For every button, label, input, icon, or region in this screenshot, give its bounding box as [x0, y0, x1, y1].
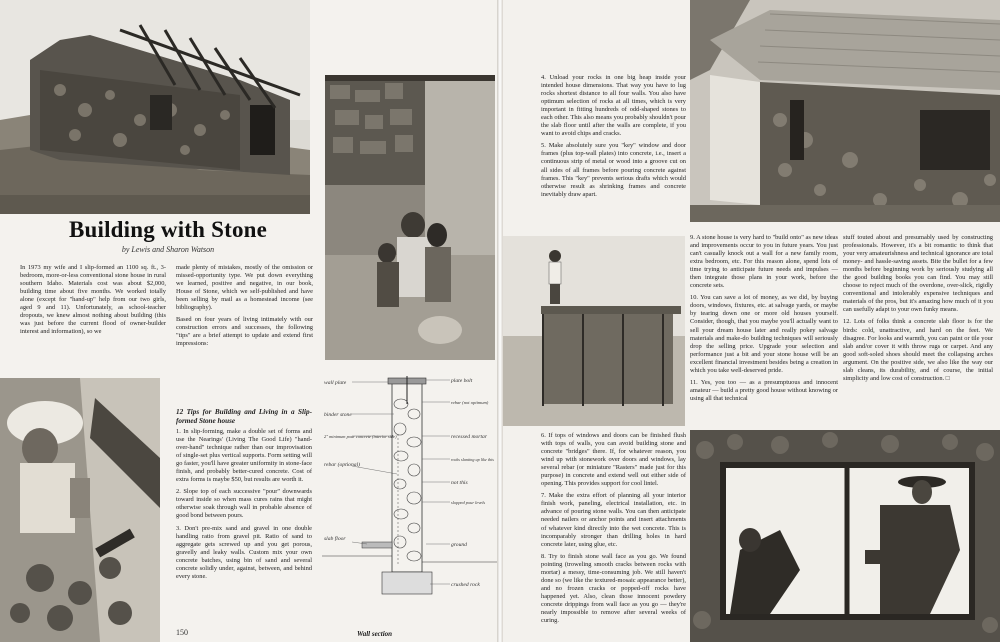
diagram-label-right: recessed mortar: [451, 434, 487, 440]
family-photo: [325, 75, 495, 360]
diagram-label-right: rocks slanting up like this: [451, 457, 494, 462]
tip-item: 8. Try to finish stone wall face as you go. We found pointing (troweling smooth cracks between rocks with mortar) a messy, time-consuming job. We still haven't done so (we like the textured-mosaic appearance better), and no frozen cracks or popped-off rocks have happened yet. Also, clean those innocent powdery concrete drippings from wall face as you go — they're nearly impossible to remove after several weeks of curing.: [541, 552, 686, 625]
tips-column-b: [690, 234, 838, 407]
diagram-caption: Wall section: [357, 630, 393, 638]
tips-column-a-bottom: [541, 432, 686, 629]
diagram-label-right: ground: [451, 542, 467, 548]
tip-item: 5. Make absolutely sure you "key" window and door frames (plus top-wall plates) into concrete, i.e., insert a continuous strip of metal or wood into a groove cut on all sides of all frames before pouring concrete against frames. This "key" prevents serious drafts which would otherwise result as shrinking frames and concrete inevitably draw apart.: [541, 142, 686, 198]
tip-item: 2. Slope top of each successive "pour" downwards toward inside so when mass cures rains that might otherwise soak through wall in probable absence of good bond between pours.: [176, 488, 312, 520]
tips-column-c: [843, 234, 993, 387]
scaffolding-photo: [503, 236, 685, 426]
left-page: [0, 0, 497, 642]
tip-item: 9. A stone house is very hard to "build onto" as new ideas and improvements occur to you in future years. You just can't casually knock out a wall for a new family room, extra bedroom, etc. For this reason alone, spend lots of time trying to anticipate future needs and impulses — then integrate those plans in your work, before the concrete sets.: [690, 234, 838, 290]
intro-paragraph: In 1973 my wife and I slip-formed an 1100 sq. ft., 3-bedroom, more-or-less conventional stone house in rural southern Idaho. Materials cost was about $2,000, building time about five months. We worked totally alone (except for "hand-up" help from our two girls, aged 9 and 11). Unfortunately, as school-teacher dropouts, we knew almost nothing about building (this was just before the current flood of owner-builder interest and information), so we: [20, 264, 166, 336]
intro-paragraph: made plenty of mistakes, mostly of the omission or missed-opportunity type. We put down everything we learned, positive and negative, in our book, House of Stone, which we self-published and have been selling by mail as a homestead income (see bibliography).: [176, 264, 313, 312]
tip-item: 10. You can save a lot of money, as we did, by buying doors, windows, fixtures, etc. at salvage yards, or maybe by tearing down one or more old houses yourself. Consider, though, that you maybe you'll actually want to sell your dream house later and really pokey salvage materials and make-do building techniques will seriously drop the selling price. Upgrade your selection and performance just a bit and your stone house will be an excellent financial investment besides being a creation in which you take well-deserved pride.: [690, 294, 838, 374]
diagram-label-left: slab floor: [324, 536, 346, 542]
wall-section-diagram: [322, 374, 497, 629]
article-byline: by Lewis and Sharon Watson: [121, 245, 215, 254]
diagram-label-right: not this: [451, 480, 468, 486]
diagram-label-left: binder stone: [324, 412, 352, 418]
tip-item: 1. In slip-forming, make a double set of forms and use the Nearings' (Living The Good Life) "hand-over-hand" technique rather than our improvisation of single-set plus vertical supports. Form setting will go faster, you'll have greater uniformity in stone-face finish, and probably better-cured concrete. Cost of extra forms is maybe $50, but results are worth it.: [176, 428, 312, 484]
diagram-label-right: crushed rock: [451, 582, 480, 588]
tips-column-left: [176, 408, 312, 585]
intro-paragraph: Based on four years of living intimately with our construction errors and successes, the following "tips" are a brief attempt to update and extend first impressions:: [176, 316, 313, 348]
diagram-label-right: rebar (not optimum): [451, 400, 489, 405]
tip-item: stuff touted about and presumably used by constructing professionals. However, it's a bit romantic to think that your very amateurishness and technical ignorance are total money- and hassle-saving assets. Bite the bullet for a few months before beginning work by seriously studying all the good building books you can find. You may still choose to reject much of the overdone, over-slick, rigidly conventional and intolerably expensive techniques and materials of the pros, but it's amazing how much of it you can usefully adapt to your own funky means.: [843, 234, 993, 314]
tip-item: 12. Lots of folks think a concrete slab floor is for the birds: cold, unattractive, and hard on the feet. We disagree. For looks and warmth, you can paint or tile your slab and/or cover it with throw rugs or carpet. And any good soft-soled shoes should meet the collapsing arches argument. On the positive side, we also like the way our slab cleans, its durability, and of course, the initial simplicity and low cost of construction. □: [843, 318, 993, 382]
diagram-label-left: wall plate: [324, 380, 347, 386]
diagram-label-left: rebar (optional): [324, 462, 360, 468]
diagram-label-right: slopped pour levels: [451, 500, 486, 505]
diagram-label-right: plate bolt: [451, 378, 473, 384]
tips-heading: 12 Tips for Building and Living in a Slip-formed Stone house: [176, 408, 312, 425]
worker-forms-photo: [0, 378, 160, 642]
page-number-left: 150: [176, 628, 188, 637]
tips-column-a-top: [541, 74, 686, 203]
right-page: [503, 0, 1000, 642]
article-title: Building with Stone: [68, 217, 268, 242]
finished-house-photo: [690, 0, 1000, 222]
diagram-label-left: 2" minimum pour concrete (interior side): [324, 434, 397, 439]
tip-item: 4. Unload your rocks in one big heap inside your intended house dimensions. That way you have to lug rocks shortest distance to all four walls. You also have optimum selection of rocks at all times, which is very important in fitting hundreds of odd-shaped stones to each other. This also means you probably shouldn't pour the slab floor until after the walls are complete, if you want to avoid chips and cracks.: [541, 74, 686, 138]
tip-item: 7. Make the extra effort of planning all your interior finish work, paneling, electrical installation, etc. in advance of pouring stone walls. You can then anticipate needed nailers or anchor points and insert attachments of whatever kind directly into the wet concrete. This is incomparably stronger than drilling holes in hard concrete later, using glue, etc.: [541, 492, 686, 548]
intro-column-1: [20, 264, 166, 340]
intro-column-2: [176, 264, 313, 352]
tip-item: 11. Yes, you too — as a presumptuous and innocent amateur — build a pretty good house without knowing or using all that technical: [690, 378, 838, 402]
tip-item: 3. Don't pre-mix sand and gravel in one double handling ratio from gravel pit. Ratio of sand to aggregate gets screwed up and you get porous, gravelly and leaky walls. Custom mix your own concrete batches, using bin of sand and several concrete solidly under, against, between, and behind every stone.: [176, 524, 312, 580]
tip-item: 6. If tops of windows and doors can be finished flush with tops of walls, you can avoid building stone and concrete "bridges" there. If, for whatever reason, you wind up with stonework over doors and windows, lay several rebar (or miniature "Rasters" made just for this purpose) in concrete and extend well out either side of opening. This provides support for cool lintel.: [541, 432, 686, 488]
window-couple-photo: [690, 430, 1000, 642]
house-construction-photo: [0, 0, 310, 214]
